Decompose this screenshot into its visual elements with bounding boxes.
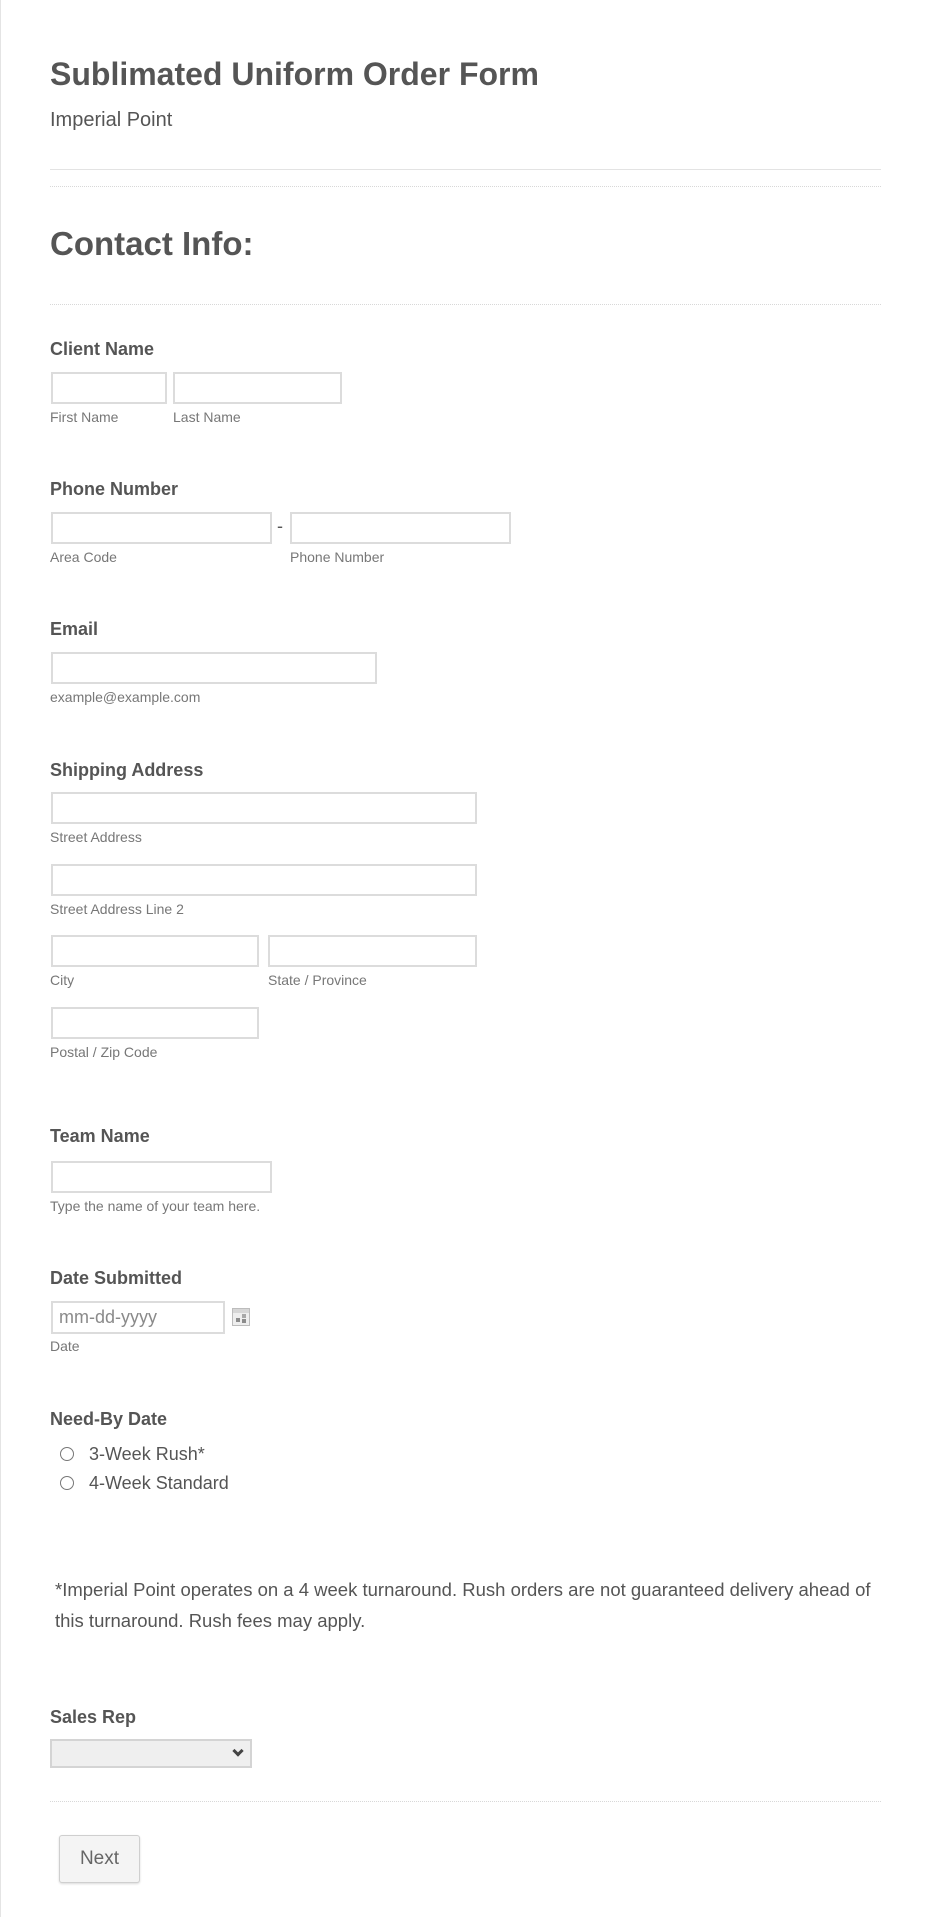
street-address-input[interactable] xyxy=(51,792,477,824)
email-label: Email xyxy=(50,619,99,639)
radio-label: 4-Week Standard xyxy=(89,1472,229,1493)
date-submitted-label: Date Submitted xyxy=(50,1268,183,1288)
need-by-date-label: Need-By Date xyxy=(50,1409,168,1429)
radio-3-week-rush[interactable] xyxy=(60,1442,205,1466)
header-divider xyxy=(50,169,881,170)
form-title: Sublimated Uniform Order Form xyxy=(50,56,539,92)
radio-circle-icon[interactable] xyxy=(60,1476,74,1490)
turnaround-note: *Imperial Point operates on a 4 week turnaround. Rush orders are not guaranteed delivery ahead of this turnaround. Rush fees may apply. xyxy=(55,1579,871,1631)
postal-code-sublabel: Postal / Zip Code xyxy=(50,1044,158,1060)
calendar-icon[interactable] xyxy=(232,1308,250,1326)
state-province-sublabel: State / Province xyxy=(268,972,367,988)
area-code-input[interactable] xyxy=(51,512,272,544)
phone-number-label: Phone Number xyxy=(50,479,179,499)
page-break-divider xyxy=(50,186,881,187)
phone-number-input[interactable] xyxy=(290,512,511,544)
first-name-input[interactable] xyxy=(51,372,167,404)
client-name-label: Client Name xyxy=(50,339,155,359)
state-province-input[interactable] xyxy=(268,935,477,967)
next-button[interactable]: Next xyxy=(59,1835,140,1883)
first-name-sublabel: First Name xyxy=(50,409,119,425)
sales-rep-label: Sales Rep xyxy=(50,1707,137,1727)
team-name-sublabel: Type the name of your team here. xyxy=(50,1198,261,1214)
section-title: Contact Info: xyxy=(50,225,254,262)
radio-circle-icon[interactable] xyxy=(60,1447,74,1461)
date-submitted-input[interactable] xyxy=(51,1301,225,1334)
email-input[interactable] xyxy=(51,652,377,684)
street-address-sublabel: Street Address xyxy=(50,829,142,845)
date-sublabel: Date xyxy=(50,1338,80,1354)
page-left-border xyxy=(0,0,1,1917)
area-code-sublabel: Area Code xyxy=(50,549,117,565)
shipping-address-label: Shipping Address xyxy=(50,760,204,780)
chevron-down-icon xyxy=(232,1745,243,1756)
team-name-label: Team Name xyxy=(50,1126,150,1146)
street-address-line2-input[interactable] xyxy=(51,864,477,896)
section-divider xyxy=(50,304,881,305)
postal-code-input[interactable] xyxy=(51,1007,259,1039)
last-name-sublabel: Last Name xyxy=(173,409,241,425)
phone-number-sublabel: Phone Number xyxy=(290,549,385,565)
city-sublabel: City xyxy=(50,972,75,988)
radio-label: 3-Week Rush* xyxy=(89,1443,205,1464)
email-sublabel: example@example.com xyxy=(50,689,201,705)
form-subtitle: Imperial Point xyxy=(50,109,173,131)
last-name-input[interactable] xyxy=(173,372,342,404)
team-name-input[interactable] xyxy=(51,1161,272,1193)
sales-rep-select[interactable] xyxy=(50,1739,252,1768)
phone-separator: - xyxy=(277,516,283,536)
radio-4-week-standard[interactable] xyxy=(60,1471,229,1495)
footer-divider xyxy=(50,1801,881,1802)
street-address-line2-sublabel: Street Address Line 2 xyxy=(50,901,184,917)
city-input[interactable] xyxy=(51,935,259,967)
